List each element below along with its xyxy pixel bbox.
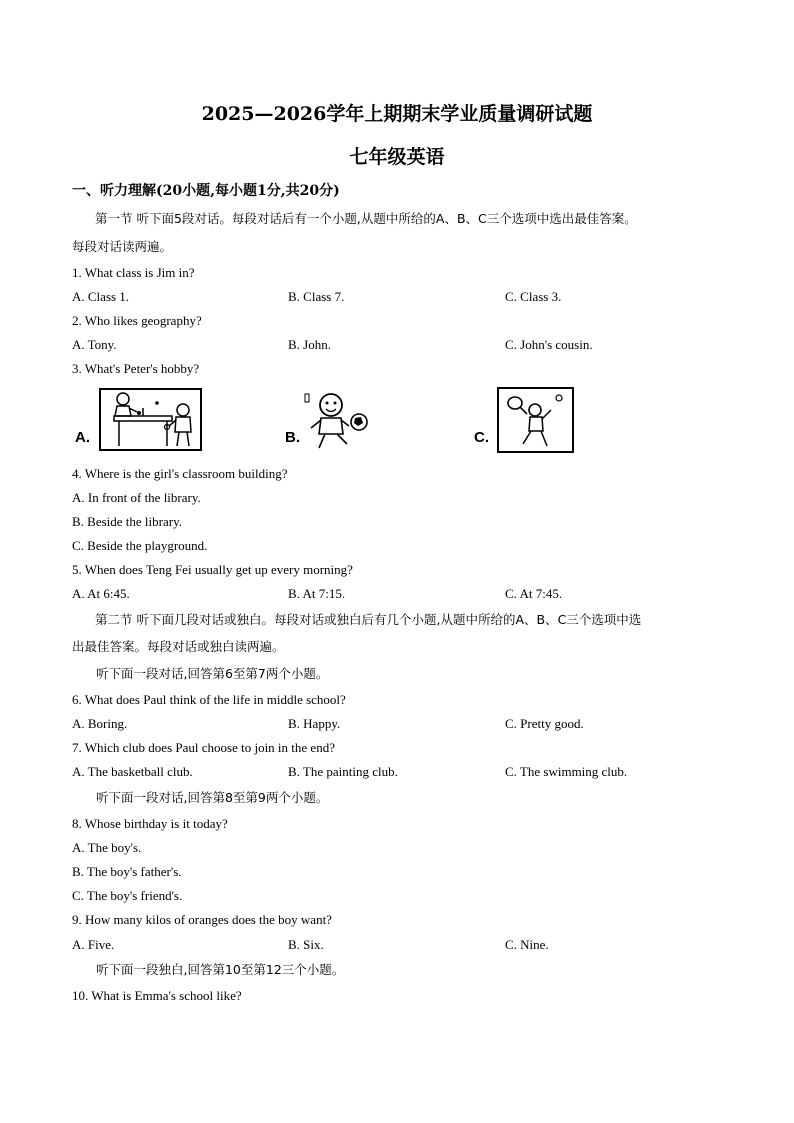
q9-option-a: A. Five. xyxy=(72,937,115,952)
question-4: 4. Where is the girl's classroom building? xyxy=(72,466,288,481)
q9-option-b: B. Six. xyxy=(288,937,324,952)
q9-option-c: C. Nine. xyxy=(505,937,549,952)
exam-subtitle: 七年级英语 xyxy=(349,146,445,168)
q8-option-b: B. The boy's father's. xyxy=(72,864,182,879)
q5-option-b: B. At 7:15. xyxy=(288,586,346,601)
q6-option-a: A. Boring. xyxy=(72,716,128,731)
q3-label-c: C. xyxy=(474,429,489,446)
q4-option-b: B. Beside the library. xyxy=(72,514,182,529)
q7-option-a: A. The basketball club. xyxy=(72,764,193,779)
q8-option-c: C. The boy's friend's. xyxy=(72,888,183,903)
q4-option-a: A. In front of the library. xyxy=(72,490,201,505)
q7-option-c: C. The swimming club. xyxy=(505,764,628,779)
listening-instruction-1: 听下面一段对话,回答第6至第7两个小题。 xyxy=(96,666,329,681)
table-tennis-picture xyxy=(99,386,203,452)
q7-option-b: B. The painting club. xyxy=(288,764,398,779)
football-picture xyxy=(303,388,371,454)
part2-instruction: 第二节 听下面几段对话或独白。每段对话或独白后有几个小题,从题中所给的A、B、C三个选项中选 xyxy=(95,612,642,627)
question-7: 7. Which club does Paul choose to join in the end? xyxy=(72,740,335,755)
exam-title: 2025—2026学年上期期末学业质量调研试题 xyxy=(201,103,593,125)
question-10: 10. What is Emma's school like? xyxy=(72,988,242,1003)
q4-option-c: C. Beside the playground. xyxy=(72,538,208,553)
section-heading: 一、听力理解(20小题,每小题1分,共20分) xyxy=(72,183,340,199)
q8-option-a: A. The boy's. xyxy=(72,840,142,855)
listening-instruction-2: 听下面一段对话,回答第8至第9两个小题。 xyxy=(96,790,329,805)
question-1: 1. What class is Jim in? xyxy=(72,265,195,280)
q5-option-c: C. At 7:45. xyxy=(505,586,563,601)
question-9: 9. How many kilos of oranges does the boy want? xyxy=(72,912,332,927)
tennis-picture xyxy=(497,386,575,454)
part1-instruction-cont: 每段对话读两遍。 xyxy=(72,239,173,254)
q2-option-c: C. John's cousin. xyxy=(505,337,593,352)
q3-label-b: B. xyxy=(285,429,300,446)
listening-instruction-3: 听下面一段独白,回答第10至第12三个小题。 xyxy=(96,962,345,977)
question-3: 3. What's Peter's hobby? xyxy=(72,361,200,376)
question-8: 8. Whose birthday is it today? xyxy=(72,816,228,831)
q3-label-a: A. xyxy=(75,429,90,446)
q1-option-a: A. Class 1. xyxy=(72,289,130,304)
q6-option-c: C. Pretty good. xyxy=(505,716,584,731)
question-5: 5. When does Teng Fei usually get up every morning? xyxy=(72,562,353,577)
q5-option-a: A. At 6:45. xyxy=(72,586,130,601)
part1-instruction: 第一节 听下面5段对话。每段对话后有一个小题,从题中所给的A、B、C三个选项中选出最佳答案。 xyxy=(95,211,637,226)
question-2: 2. Who likes geography? xyxy=(72,313,202,328)
q1-option-b: B. Class 7. xyxy=(288,289,345,304)
q2-option-a: A. Tony. xyxy=(72,337,117,352)
q6-option-b: B. Happy. xyxy=(288,716,341,731)
part2-instruction-cont: 出最佳答案。每段对话或独白读两遍。 xyxy=(72,639,285,654)
question-6: 6. What does Paul think of the life in middle school? xyxy=(72,692,346,707)
q1-option-c: C. Class 3. xyxy=(505,289,562,304)
q2-option-b: B. John. xyxy=(288,337,331,352)
